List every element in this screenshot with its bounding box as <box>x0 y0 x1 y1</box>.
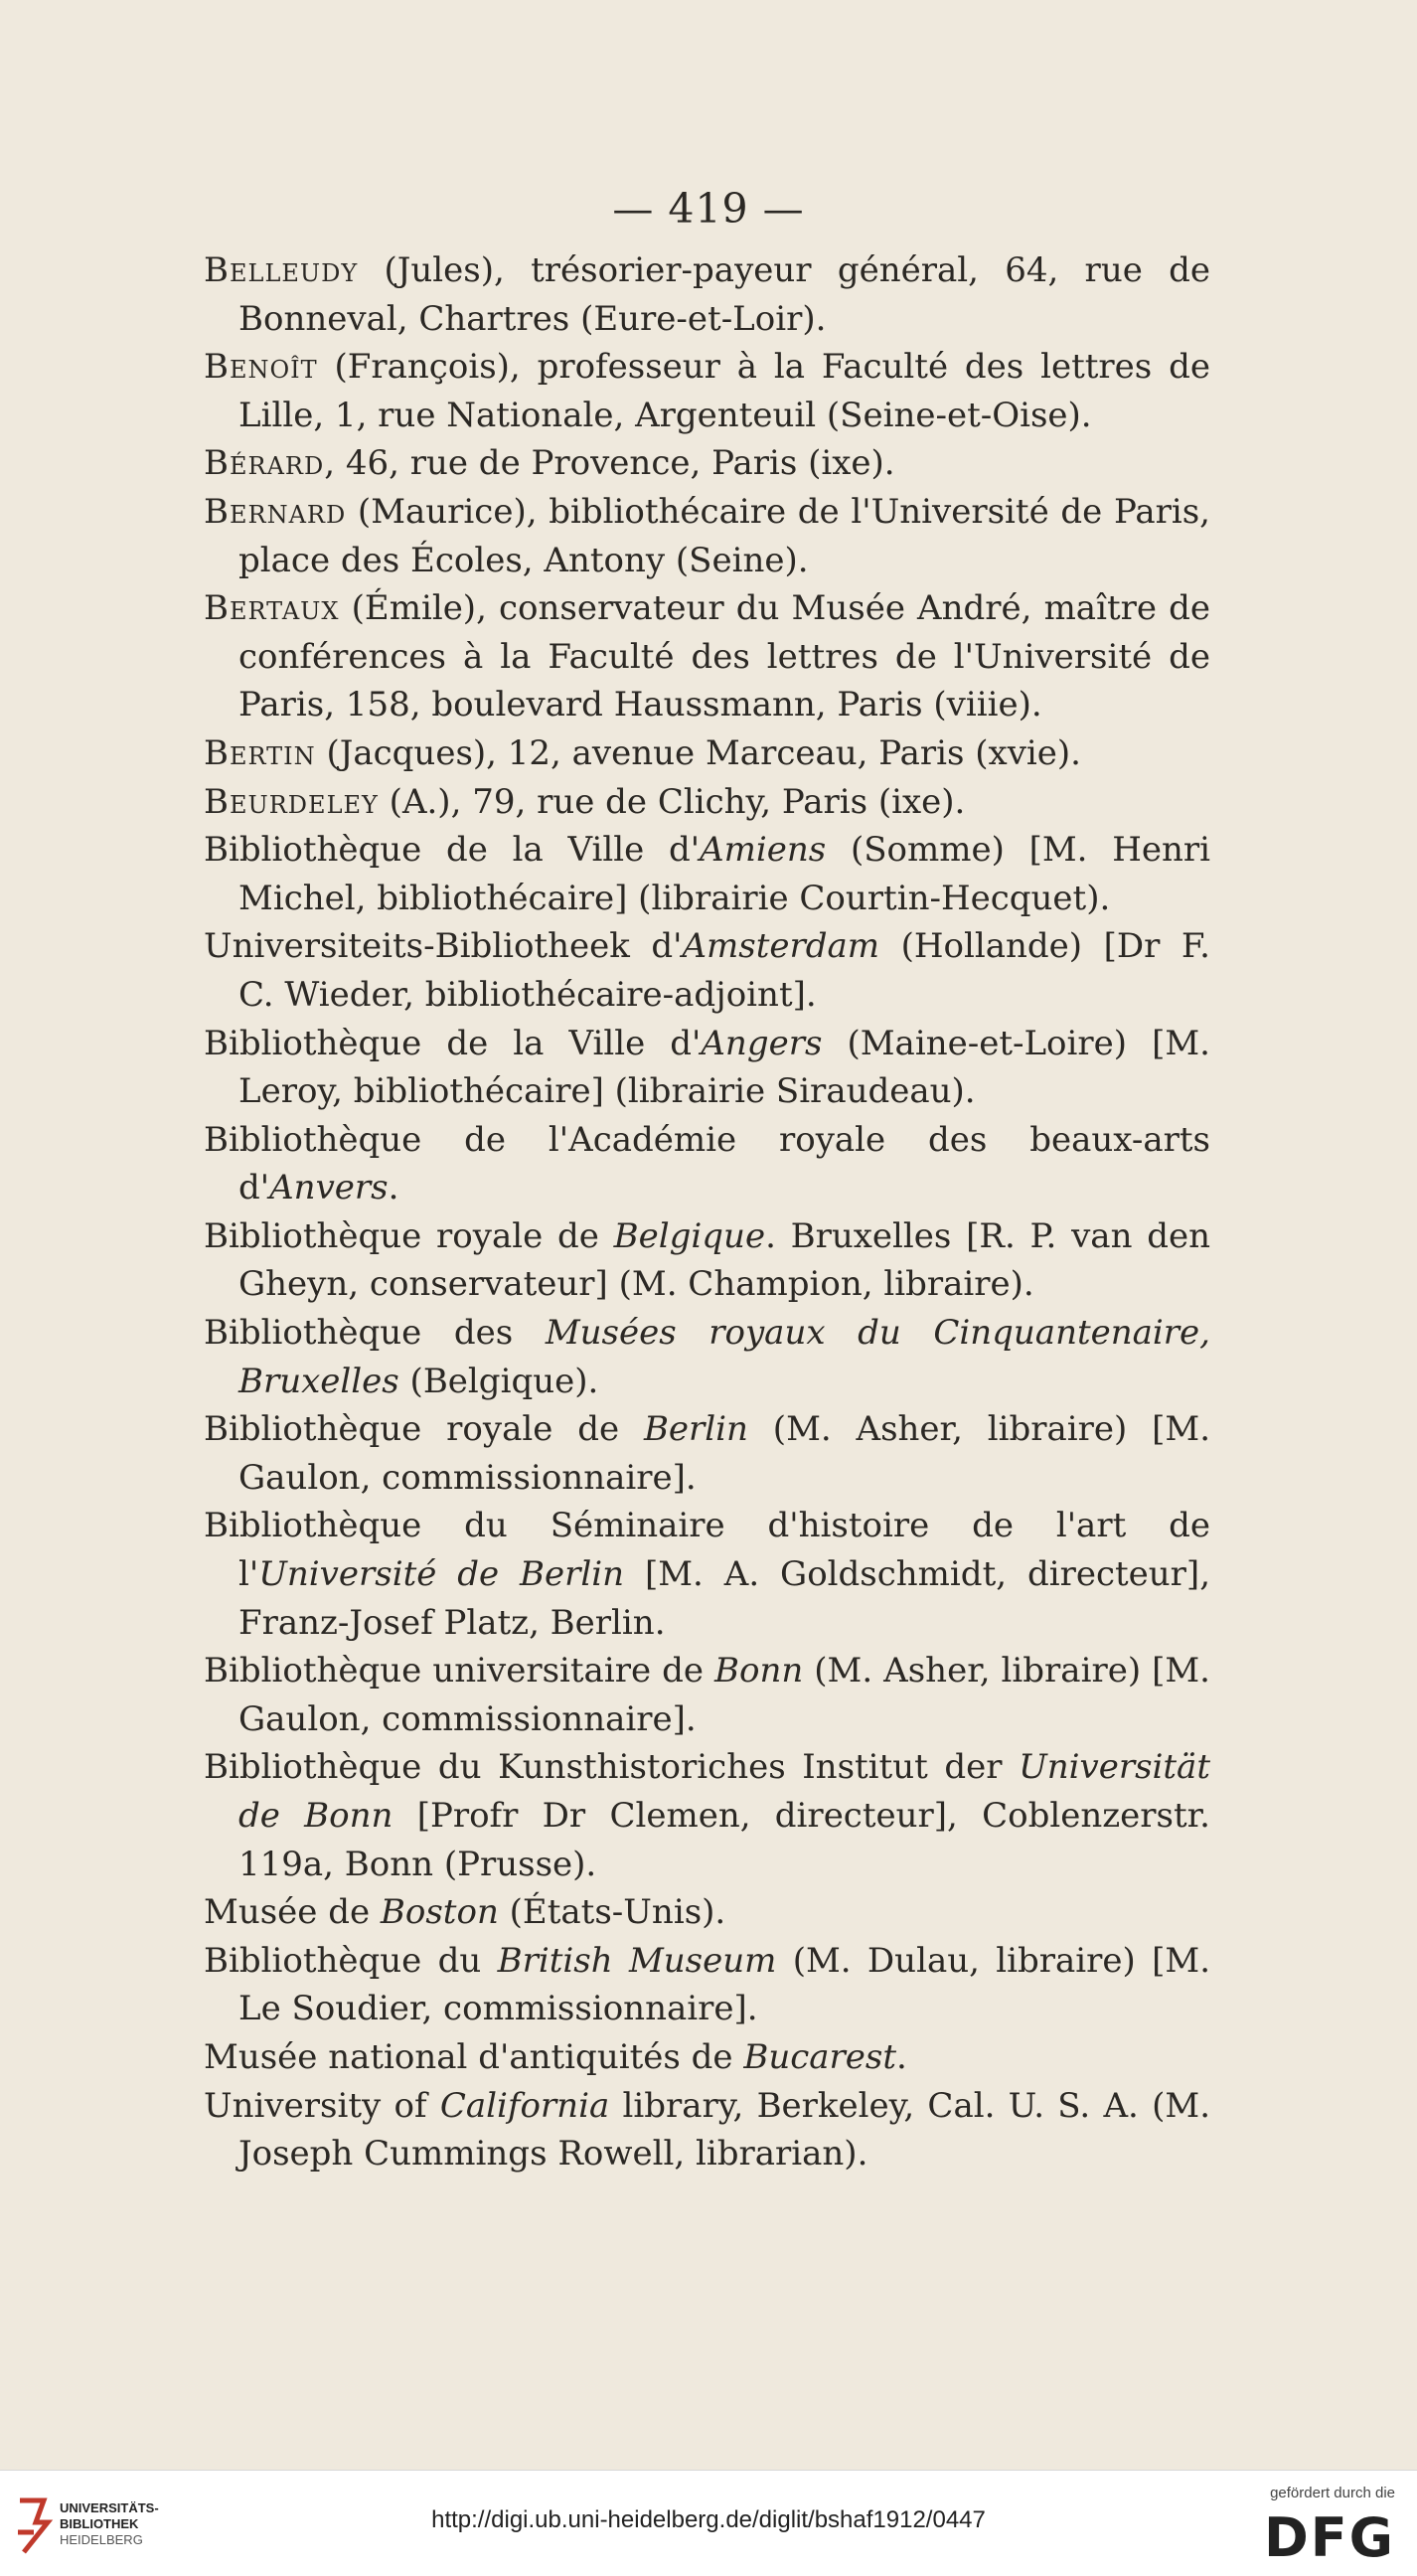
entry: Universiteits-Bibliotheek d'Amsterdam (Hollande) [Dr F. C. Wieder, bibliothécaire-adjoint]. <box>204 926 1210 1015</box>
entry: Bibliothèque de la Ville d'Amiens (Somme) [M. Henri Michel, bibliothécaire] (librairie Courtin-Hecquet). <box>204 830 1210 918</box>
library-name: UNIVERSITÄTS- BIBLIOTHEK HEIDELBERG <box>60 2500 159 2547</box>
dfg-logo: DFG <box>1263 2506 1395 2569</box>
sponsor-text: gefördert durch die <box>1270 2485 1395 2501</box>
entry: Bibliothèque du British Museum (M. Dulau, libraire) [M. Le Soudier, commissionnaire]. <box>204 1940 1210 2029</box>
entry: Benoît (François), professeur à la Faculté des lettres de Lille, 1, rue Nationale, Argenteuil (Seine-et-Oise). <box>204 347 1210 435</box>
entry: Bibliothèque de l'Académie royale des beaux-arts d'Anvers. <box>204 1119 1210 1208</box>
entry-list <box>204 246 1210 2178</box>
permalink-url[interactable]: http://digi.ub.uni-heidelberg.de/diglit/bshaf1912/0447 <box>431 2506 986 2533</box>
entry: Bertaux (Émile), conservateur du Musée André, maître de conférences à la Faculté des lettres de l'Université de Paris, 158, boulevard Haussmann, Paris (viiie). <box>204 588 1210 725</box>
entry: Bibliothèque royale de Berlin (M. Asher, libraire) [M. Gaulon, commissionnaire]. <box>204 1409 1211 1498</box>
entry: Bérard, 46, rue de Provence, Paris (ixe). <box>204 443 895 484</box>
entry: Bibliothèque royale de Belgique. Bruxelles [R. P. van den Gheyn, conservateur] (M. Champion, libraire). <box>204 1215 1210 1305</box>
entry: Bibliothèque du Kunsthistoriches Institut der Universität de Bonn [Profr Dr Clemen, directeur], Coblenzerstr. 119a, Bonn (Prusse). <box>204 1747 1210 1884</box>
entry: Belleudy (Jules), trésorier-payeur général, 64, rue de Bonneval, Chartres (Eure-et-Loir). <box>204 250 1210 339</box>
entry: Bibliothèque du Séminaire d'histoire de l'art de l'Université de Berlin [M. A. Goldschmidt, directeur], Franz-Josef Platz, Berlin. <box>204 1506 1211 1643</box>
entry: Bernard (Maurice), bibliothécaire de l'Université de Paris, place des Écoles, Antony (Seine). <box>204 491 1210 580</box>
entry: Bibliothèque universitaire de Bonn (M. Asher, libraire) [M. Gaulon, commissionnaire]. <box>204 1651 1210 1739</box>
entry: Bibliothèque de la Ville d'Angers (Maine-et-Loire) [M. Leroy, bibliothécaire] (librairie Siraudeau). <box>204 1023 1210 1112</box>
entry: Beurdeley (A.), 79, rue de Clichy, Paris (ixe). <box>204 781 966 822</box>
entry: University of California library, Berkeley, Cal. U. S. A. (M. Joseph Cummings Rowell, librarian). <box>204 2085 1210 2174</box>
entry: Bibliothèque des Musées royaux du Cinquantenaire, Bruxelles (Belgique). <box>204 1313 1210 1401</box>
entry: Musée de Boston (États-Unis). <box>204 1892 726 1933</box>
entry: Bertin (Jacques), 12, avenue Marceau, Paris (xvie). <box>204 732 1081 773</box>
entry: Musée national d'antiquités de Bucarest. <box>204 2036 907 2077</box>
page-number: — 419 — <box>612 185 805 233</box>
viewer-footer <box>0 2470 1417 2576</box>
